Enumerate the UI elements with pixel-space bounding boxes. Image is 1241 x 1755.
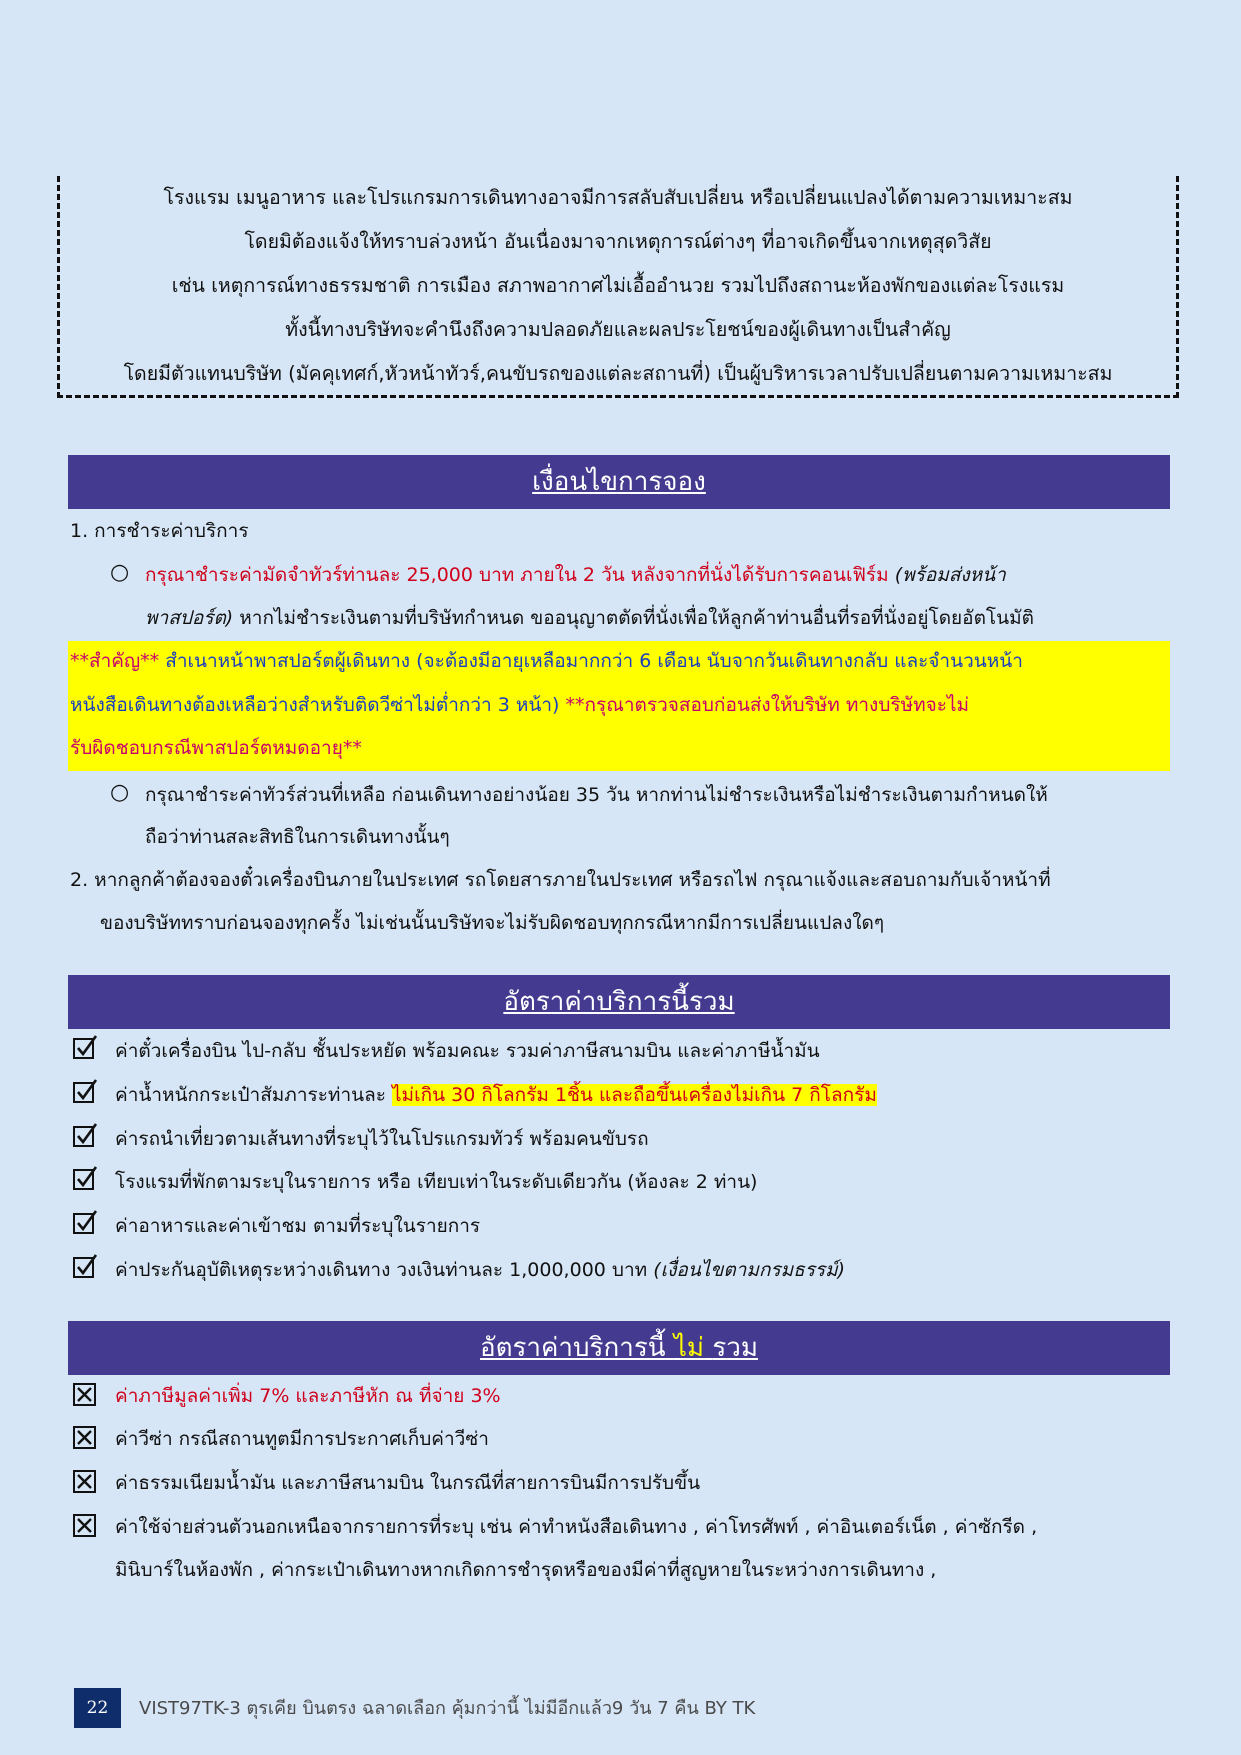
checkbox-checked-icon bbox=[72, 1253, 98, 1279]
deposit-line bbox=[145, 560, 1006, 590]
excluded-title-not: ไม่ bbox=[673, 1333, 705, 1363]
passport-line-2 bbox=[70, 690, 969, 720]
excluded-item-tax: ค่าภาษีมูลค่าเพิ่ม 7% และภาษีหัก ณ ที่จ่าย 3% bbox=[115, 1385, 501, 1407]
footer-text: VIST97TK-3 ตุรเคีย บินตรง ฉลาดเลือก คุ้มกว่านี้ ไม่มีอีกแล้ว9 วัน 7 คืน BY TK bbox=[139, 1698, 756, 1719]
excluded-title-c: รวม bbox=[712, 1333, 759, 1363]
notice-line: โดยมิต้องแจ้งให้ทราบล่วงหน้า อันเนื่องมาจากเหตุการณ์ต่างๆ ที่อาจเกิดขึ้นจากเหตุสุดวิสัย bbox=[244, 230, 992, 253]
checkbox-crossed-icon bbox=[72, 1468, 98, 1494]
balance-line-1: กรุณาชำระค่าทัวร์ส่วนที่เหลือ ก่อนเดินทางอย่างน้อย 35 วัน หากท่านไม่ชำระเงินหรือไม่ชำระเงินตามกำหนดให้ bbox=[145, 784, 1048, 806]
page-number: 22 bbox=[74, 1688, 121, 1728]
deposit-passport-note-2: พาสปอร์ต) bbox=[145, 607, 234, 629]
notice-box bbox=[57, 176, 1179, 398]
included-item: ค่าอาหารและค่าเข้าชม ตามที่ระบุในรายการ bbox=[115, 1215, 481, 1237]
domestic-booking-line-2: ของบริษัททราบก่อนจองทุกครั้ง ไม่เช่นนั้นบริษัทจะไม่รับผิดชอบทุกกรณีหากมีการเปลี่ยนแปลงใดๆ bbox=[100, 912, 885, 934]
insurance-note: (เงื่อนไขตามกรมธรรม์) bbox=[653, 1259, 846, 1281]
excluded-item: ค่าวีซ่า กรณีสถานทูตมีการประกาศเก็บค่าวีซ่า bbox=[115, 1428, 489, 1450]
checkbox-checked-icon bbox=[72, 1165, 98, 1191]
baggage-allowance: ไม่เกิน 30 กิโลกรัม 1ชิ้น และถือขึ้นเครื่องไม่เกิน 7 กิโลกรัม bbox=[392, 1084, 877, 1106]
included-item: ค่าตั๋วเครื่องบิน ไป-กลับ ชั้นประหยัด พร้อมคณะ รวมค่าภาษีสนามบิน และค่าภาษีน้ำมัน bbox=[115, 1040, 820, 1062]
deposit-line-2 bbox=[145, 603, 1034, 633]
passport-check-text-2: รับผิดชอบกรณีพาสปอร์ตหมดอายุ** bbox=[70, 737, 362, 759]
included-item-baggage bbox=[115, 1080, 877, 1110]
passport-text-1: สำเนาหน้าพาสปอร์ตผู้เดินทาง (จะต้องมีอายุเหลือมากกว่า 6 เดือน นับจากวันเดินทางกลับ และจำนวนหน้า bbox=[165, 650, 1023, 672]
checkbox-checked-icon bbox=[72, 1034, 98, 1060]
checkbox-crossed-icon bbox=[72, 1512, 98, 1538]
excluded-item-continued: มินิบาร์ในห้องพัก , ค่ากระเป๋าเดินทางหากเกิดการชำรุดหรือของมีค่าที่สูญหายในระหว่างการเดินทาง , bbox=[115, 1559, 937, 1581]
excluded-header bbox=[68, 1321, 1170, 1375]
insurance-text: ค่าประกันอุบัติเหตุระหว่างเดินทาง วงเงินท่านละ 1,000,000 บาท bbox=[115, 1259, 648, 1281]
notice-line: เช่น เหตุการณ์ทางธรรมชาติ การเมือง สภาพอากาศไม่เอื้ออำนวย รวมไปถึงสถานะห้องพักของแต่ละโรงแรม bbox=[171, 274, 1065, 297]
bullet-icon: ○ bbox=[110, 560, 130, 585]
notice-line: ทั้งนี้ทางบริษัทจะคำนึงถึงความปลอดภัยและผลประโยชน์ของผู้เดินทางเป็นสำคัญ bbox=[285, 318, 951, 341]
checkbox-checked-icon bbox=[72, 1122, 98, 1148]
passport-text-2: หนังสือเดินทางต้องเหลือว่างสำหรับติดวีซ่าไม่ต่ำกว่า 3 หน้า) bbox=[70, 694, 560, 716]
passport-line-3 bbox=[70, 733, 362, 763]
notice-line: โดยมีตัวแทนบริษัท (มัคคุเทศก์,หัวหน้าทัวร์,คนขับรถของแต่ละสถานที่) เป็นผู้บริหารเวลาปรับเปลี่ยนตามความเหมาะสม bbox=[123, 362, 1113, 385]
booking-conditions-header bbox=[68, 455, 1170, 509]
checkbox-crossed-icon bbox=[72, 1381, 98, 1407]
bullet-icon: ○ bbox=[110, 780, 130, 805]
included-item: โรงแรมที่พักตามระบุในรายการ หรือ เทียบเท่าในระดับเดียวกัน (ห้องละ 2 ท่าน) bbox=[115, 1171, 758, 1193]
deposit-text: กรุณาชำระค่ามัดจำทัวร์ท่านละ 25,000 บาท ภายใน 2 วัน หลังจากที่นั่งได้รับการคอนเฟิร์ม bbox=[145, 564, 889, 586]
checkbox-checked-icon bbox=[72, 1209, 98, 1235]
notice-line: โรงแรม เมนูอาหาร และโปรแกรมการเดินทางอาจมีการสลับสับเปลี่ยน หรือเปลี่ยนแปลงได้ตามความเหมาะสม bbox=[163, 186, 1073, 209]
excluded-item: ค่าธรรมเนียมน้ำมัน และภาษีสนามบิน ในกรณีที่สายการบินมีการปรับขึ้น bbox=[115, 1472, 701, 1494]
baggage-label: ค่าน้ำหนักกระเป๋าสัมภาระท่านละ bbox=[115, 1084, 386, 1106]
excluded-title-a: อัตราค่าบริการนี้ bbox=[479, 1333, 666, 1363]
important-label: **สำคัญ** bbox=[70, 650, 160, 672]
checkbox-checked-icon bbox=[72, 1078, 98, 1104]
deposit-passport-note: (พร้อมส่งหน้า bbox=[894, 564, 1006, 586]
excluded-item: ค่าใช้จ่ายส่วนตัวนอกเหนือจากรายการที่ระบุ เช่น ค่าทำหนังสือเดินทาง , ค่าโทรศัพท์ , ค่าอินเตอร์เน็ต , ค่าซักรีด , bbox=[115, 1516, 1038, 1538]
domestic-booking-line-1: 2. หากลูกค้าต้องจองตั๋วเครื่องบินภายในประเทศ รถโดยสารภายในประเทศ หรือรถไฟ กรุณาแจ้งและสอบถามกับเจ้าหน้าที่ bbox=[70, 869, 1051, 891]
included-header bbox=[68, 975, 1170, 1029]
deposit-rest: หากไม่ชำระเงินตามที่บริษัทกำหนด ขออนุญาตตัดที่นั่งเพื่อให้ลูกค้าท่านอื่นที่รอที่นั่งอยู่โดยอัตโนมัติ bbox=[239, 607, 1034, 629]
payment-heading: 1. การชำระค่าบริการ bbox=[70, 520, 249, 542]
included-title: อัตราค่าบริการนี้รวม bbox=[503, 987, 735, 1017]
balance-line-2: ถือว่าท่านสละสิทธิในการเดินทางนั้นๆ bbox=[145, 826, 450, 848]
included-item: ค่ารถนำเที่ยวตามเส้นทางที่ระบุไว้ในโปรแกรมทัวร์ พร้อมคนขับรถ bbox=[115, 1128, 649, 1150]
included-item-insurance bbox=[115, 1255, 845, 1285]
passport-line-1 bbox=[70, 646, 1023, 676]
passport-check-text: **กรุณาตรวจสอบก่อนส่งให้บริษัท ทางบริษัทจะไม่ bbox=[565, 694, 970, 716]
booking-conditions-title: เงื่อนไขการจอง bbox=[532, 467, 706, 497]
checkbox-crossed-icon bbox=[72, 1424, 98, 1450]
